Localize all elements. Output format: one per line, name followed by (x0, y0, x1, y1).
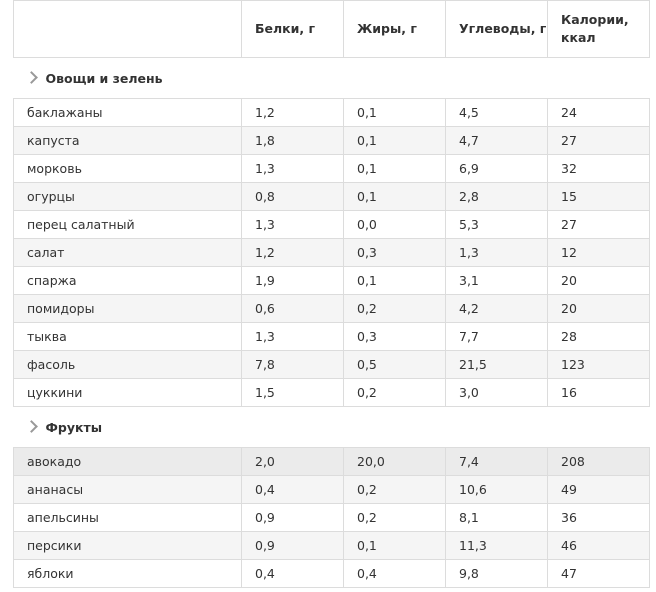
cell-carbs: 7,4 (446, 448, 548, 476)
cell-protein: 1,3 (242, 155, 344, 183)
cell-calories: 27 (548, 127, 650, 155)
cell-name: огурцы (14, 183, 242, 211)
cell-fat: 20,0 (344, 448, 446, 476)
table-row (14, 127, 650, 155)
cell-carbs: 4,7 (446, 127, 548, 155)
cell-protein: 1,3 (242, 211, 344, 239)
cell-fat: 0,1 (344, 99, 446, 127)
cell-calories: 16 (548, 379, 650, 407)
table-row (14, 267, 650, 295)
cell-fat: 0,1 (344, 155, 446, 183)
cell-calories: 36 (548, 504, 650, 532)
cell-fat: 0,1 (344, 127, 446, 155)
cell-calories: 24 (548, 99, 650, 127)
cell-name: салат (14, 239, 242, 267)
cell-fat: 0,4 (344, 560, 446, 588)
section-header-row (14, 407, 650, 448)
cell-protein: 0,6 (242, 295, 344, 323)
table-row (14, 532, 650, 560)
cell-carbs: 5,3 (446, 211, 548, 239)
cell-name: капуста (14, 127, 242, 155)
cell-fat: 0,2 (344, 295, 446, 323)
section-header-cell (14, 58, 650, 99)
cell-calories: 12 (548, 239, 650, 267)
header-cell-fat: Жиры, г (344, 1, 446, 58)
cell-calories: 15 (548, 183, 650, 211)
table-row (14, 476, 650, 504)
header-cell-carbs: Углеводы, г (446, 1, 548, 58)
cell-name: апельсины (14, 504, 242, 532)
section-title: Фрукты (45, 419, 103, 435)
table-row (14, 239, 650, 267)
nutrition-table-body (14, 1, 650, 588)
header-cell-name (14, 1, 242, 58)
cell-carbs: 3,1 (446, 267, 548, 295)
cell-carbs: 21,5 (446, 351, 548, 379)
cell-fat: 0,1 (344, 183, 446, 211)
cell-calories: 20 (548, 267, 650, 295)
section-title: Овощи и зелень (45, 70, 163, 86)
cell-name: спаржа (14, 267, 242, 295)
cell-fat: 0,2 (344, 476, 446, 504)
cell-carbs: 3,0 (446, 379, 548, 407)
cell-carbs: 10,6 (446, 476, 548, 504)
cell-fat: 0,2 (344, 379, 446, 407)
cell-carbs: 9,8 (446, 560, 548, 588)
cell-protein: 0,9 (242, 504, 344, 532)
cell-protein: 1,2 (242, 99, 344, 127)
cell-name: персики (14, 532, 242, 560)
cell-fat: 0,5 (344, 351, 446, 379)
table-row (14, 379, 650, 407)
section-header-cell (14, 407, 650, 448)
cell-fat: 0,3 (344, 239, 446, 267)
cell-fat: 0,0 (344, 211, 446, 239)
cell-protein: 1,2 (242, 239, 344, 267)
cell-fat: 0,2 (344, 504, 446, 532)
section-header-row (14, 58, 650, 99)
cell-name: фасоль (14, 351, 242, 379)
cell-name: морковь (14, 155, 242, 183)
table-row (14, 323, 650, 351)
cell-protein: 0,8 (242, 183, 344, 211)
cell-calories: 32 (548, 155, 650, 183)
cell-protein: 0,4 (242, 476, 344, 504)
chevron-right-icon (25, 71, 38, 84)
cell-fat: 0,1 (344, 532, 446, 560)
table-header-row (14, 1, 650, 58)
cell-carbs: 6,9 (446, 155, 548, 183)
cell-name: перец салатный (14, 211, 242, 239)
cell-fat: 0,3 (344, 323, 446, 351)
table-row (14, 155, 650, 183)
cell-protein: 0,4 (242, 560, 344, 588)
cell-carbs: 7,7 (446, 323, 548, 351)
cell-protein: 1,5 (242, 379, 344, 407)
table-row (14, 504, 650, 532)
cell-name: ананасы (14, 476, 242, 504)
cell-calories: 46 (548, 532, 650, 560)
cell-protein: 1,9 (242, 267, 344, 295)
table-row (14, 295, 650, 323)
cell-carbs: 4,2 (446, 295, 548, 323)
cell-fat: 0,1 (344, 267, 446, 295)
header-cell-protein: Белки, г (242, 1, 344, 58)
cell-calories: 20 (548, 295, 650, 323)
cell-name: авокадо (14, 448, 242, 476)
cell-carbs: 4,5 (446, 99, 548, 127)
table-row (14, 183, 650, 211)
cell-carbs: 8,1 (446, 504, 548, 532)
header-cell-calories: Калории, ккал (548, 1, 650, 58)
cell-name: яблоки (14, 560, 242, 588)
cell-calories: 27 (548, 211, 650, 239)
table-row (14, 560, 650, 588)
cell-protein: 1,8 (242, 127, 344, 155)
cell-protein: 1,3 (242, 323, 344, 351)
cell-protein: 0,9 (242, 532, 344, 560)
cell-calories: 123 (548, 351, 650, 379)
table-row (14, 99, 650, 127)
table-row (14, 351, 650, 379)
cell-name: тыква (14, 323, 242, 351)
table-row (14, 448, 650, 476)
cell-carbs: 11,3 (446, 532, 548, 560)
cell-calories: 208 (548, 448, 650, 476)
nutrition-table (13, 0, 650, 588)
cell-carbs: 1,3 (446, 239, 548, 267)
cell-name: цуккини (14, 379, 242, 407)
cell-calories: 47 (548, 560, 650, 588)
cell-protein: 7,8 (242, 351, 344, 379)
table-row (14, 211, 650, 239)
cell-carbs: 2,8 (446, 183, 548, 211)
cell-calories: 49 (548, 476, 650, 504)
cell-name: баклажаны (14, 99, 242, 127)
cell-protein: 2,0 (242, 448, 344, 476)
chevron-right-icon (25, 420, 38, 433)
cell-name: помидоры (14, 295, 242, 323)
cell-calories: 28 (548, 323, 650, 351)
